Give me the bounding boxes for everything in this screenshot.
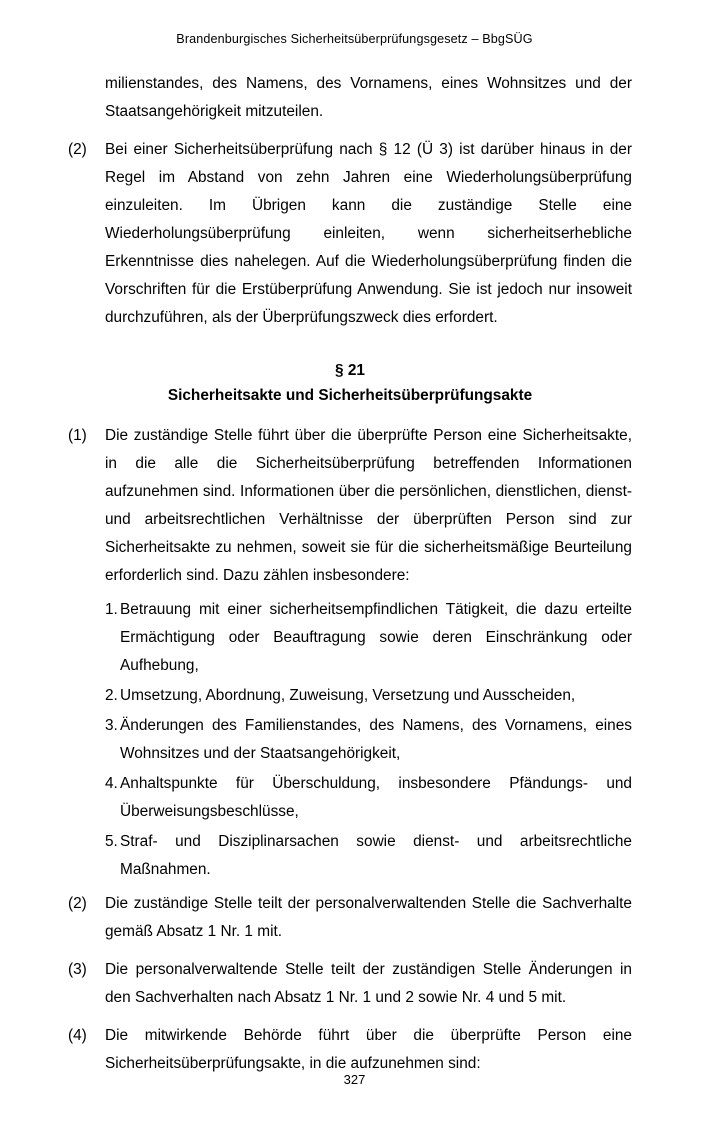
- paragraph-marker: (3): [68, 961, 87, 978]
- paragraph-21-1: [68, 422, 632, 590]
- paragraph-marker: (4): [68, 1027, 87, 1044]
- list-item-text: Änderungen des Familienstandes, des Namens, des Vornamens, eines Wohnsitzes und der Staatsangehörigkeit,: [120, 717, 632, 762]
- list-item-text: Betrauung mit einer sicherheitsempfindlichen Tätigkeit, die dazu erteilte Ermächtigung oder Beauftragung sowie deren Einschränkung oder Aufhebung,: [120, 601, 632, 674]
- running-header: Brandenburgisches Sicherheitsüberprüfungsgesetz – BbgSÜG: [176, 32, 533, 46]
- list-item: [68, 596, 632, 680]
- paragraph-continuation: [68, 70, 632, 126]
- list-item: [68, 828, 632, 884]
- list-item-text: Umsetzung, Abordnung, Zuweisung, Versetzung und Ausscheiden,: [120, 687, 576, 704]
- section-heading: [68, 358, 632, 408]
- list-item-text: Straf- und Disziplinarsachen sowie dienst- und arbeitsrechtliche Maßnahmen.: [120, 833, 632, 878]
- list-item: [68, 712, 632, 768]
- paragraph-text: milienstandes, des Namens, des Vornamens, eines Wohnsitzes und der Staatsangehörigkeit mitzuteilen.: [105, 75, 632, 120]
- page-number: 327: [343, 1072, 366, 1088]
- paragraph-text: Die zuständige Stelle teilt der personalverwaltenden Stelle die Sachverhalte gemäß Absatz 1 Nr. 1 mit.: [105, 895, 632, 940]
- paragraph-text: Die zuständige Stelle führt über die überprüfte Person eine Sicherheitsakte, in die alle die Sicherheitsüberprüfung betreffenden Informationen aufzunehmen sind. Informationen über die persönlichen, dienstlichen, dienst- und arbeitsrechtlichen Verhältnisse der überprüften Person sind zur Sicherheitsakte zu nehmen, soweit sie für die sicherheitsmäßige Beurteilung erforderlich sind. Dazu zählen insbesondere:: [105, 427, 632, 584]
- paragraph-21-3: [68, 956, 632, 1012]
- paragraph-marker: (2): [68, 141, 87, 158]
- paragraph-21-2: [68, 890, 632, 946]
- list-item: [68, 682, 632, 710]
- section-title: Sicherheitsakte und Sicherheitsüberprüfungsakte: [167, 387, 533, 404]
- paragraph-21-4: [68, 1022, 632, 1078]
- text-column: [68, 70, 632, 1078]
- section-number: § 21: [335, 362, 365, 379]
- paragraph-marker: (2): [68, 895, 87, 912]
- enumerated-list: [68, 596, 632, 884]
- list-item-marker: 1.: [105, 601, 118, 618]
- paragraph-marker: (1): [68, 427, 87, 444]
- list-item-marker: 2.: [105, 687, 118, 704]
- list-item-marker: 3.: [105, 717, 118, 734]
- list-item: [68, 770, 632, 826]
- paragraph-20-2: [68, 136, 632, 332]
- list-item-text: Anhaltspunkte für Überschuldung, insbesondere Pfändungs- und Überweisungsbeschlüsse,: [120, 775, 632, 820]
- list-item-marker: 5.: [105, 833, 118, 850]
- paragraph-text: Die personalverwaltende Stelle teilt der zuständigen Stelle Änderungen in den Sachverhalten nach Absatz 1 Nr. 1 und 2 sowie Nr. 4 und 5 mit.: [105, 961, 632, 1006]
- list-item-marker: 4.: [105, 775, 118, 792]
- paragraph-text: Die mitwirkende Behörde führt über die überprüfte Person eine Sicherheitsüberprüfungsakte, in die aufzunehmen sind:: [105, 1027, 632, 1072]
- paragraph-text: Bei einer Sicherheitsüberprüfung nach § 12 (Ü 3) ist darüber hinaus in der Regel im Abstand von zehn Jahren eine Wiederholungsüberprüfung einzuleiten. Im Übrigen kann die zuständige Stelle eine Wiederholungsüberprüfung einleiten, wenn sicherheitserhebliche Erkenntnisse dies nahelegen. Auf die Wiederholungsüberprüfung finden die Vorschriften für die Erstüberprüfung Anwendung. Sie ist jedoch nur insoweit durchzuführen, als der Überprüfungszweck dies erfordert.: [105, 141, 632, 326]
